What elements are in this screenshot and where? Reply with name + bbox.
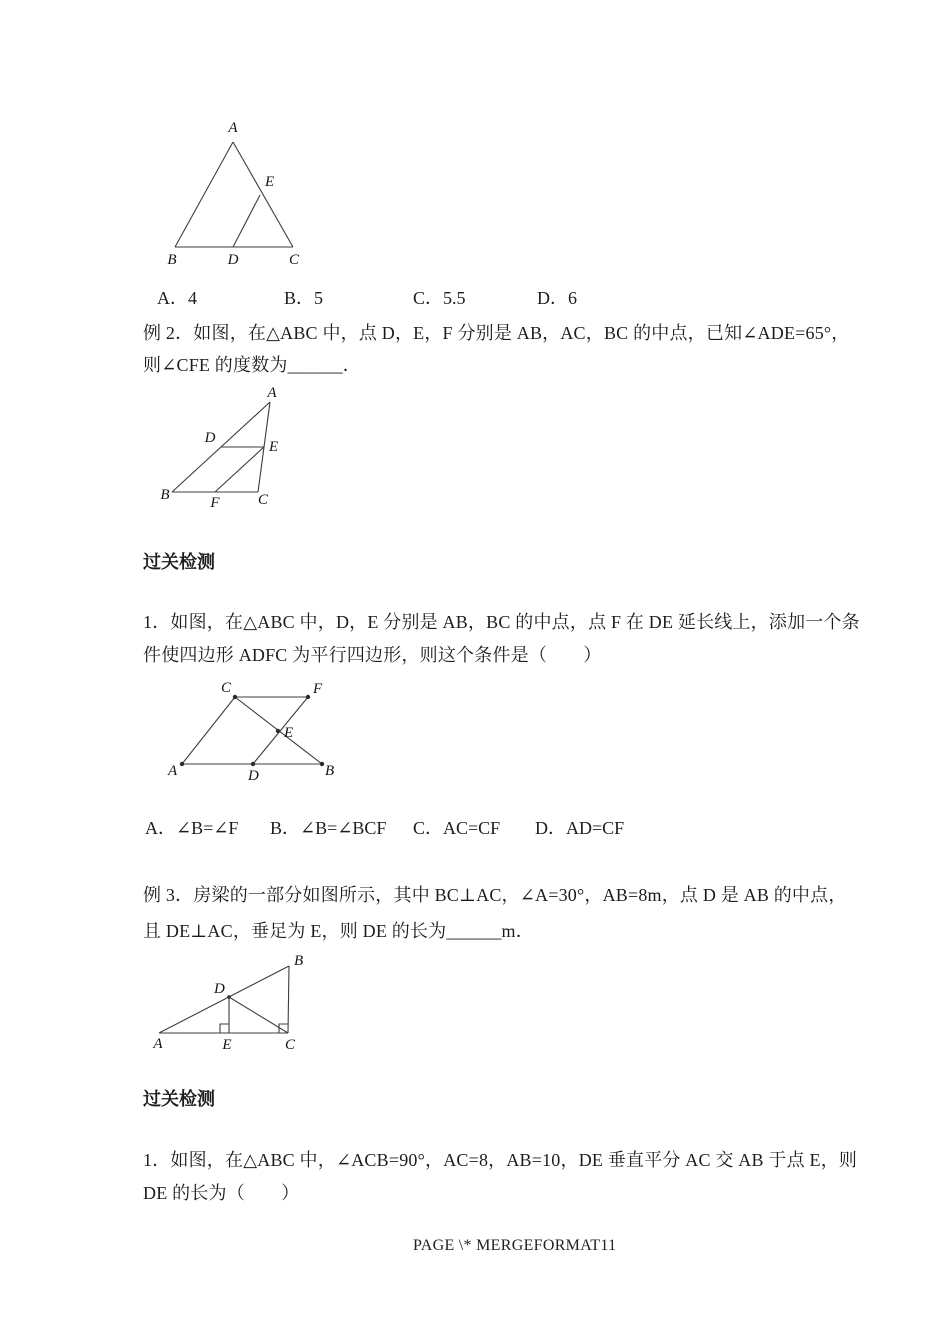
fig3-label-b: B <box>325 763 335 779</box>
option-b: B．∠B=∠BCF <box>270 818 387 838</box>
fig2-label-a: A <box>267 385 277 401</box>
fig4-label-c: C <box>284 1037 296 1053</box>
example2-line1: 例 2．如图，在△ABC 中，点 D，E，F 分别是 AB，AC，BC 的中点，已知∠ADE=65°， <box>143 323 850 343</box>
fig4-edges <box>159 966 289 1033</box>
figure-question1-parallelogram <box>165 678 345 790</box>
fig3-edges <box>182 697 322 764</box>
fig3-label-d: D <box>248 768 259 784</box>
option-d: D．AD=CF <box>535 818 625 838</box>
fig4-label-a: A <box>153 1036 163 1052</box>
options-row-question1 <box>0 814 950 838</box>
fig3-label-c: C <box>220 680 232 696</box>
figure-example3-roof-beam <box>148 953 313 1053</box>
section2-question-line1: 1．如图，在△ABC 中，∠ACB=90°，AC=8，AB=10，DE 垂直平分 AC 交 AB 于点 E，则 <box>143 1150 858 1170</box>
fig2-label-e: E <box>269 439 279 455</box>
fig3-label-a: A <box>168 763 178 779</box>
figure-example2-triangle <box>160 385 285 510</box>
fig2-label-d: D <box>204 430 216 446</box>
fig1-label-a: A <box>228 120 238 136</box>
section1-heading: 过关检测 <box>143 552 215 572</box>
fig4-point-d-dot <box>227 995 231 999</box>
options-row-example1 <box>0 284 950 308</box>
page-number-field: PAGE \* MERGEFORMAT11 <box>413 1237 617 1254</box>
option-c: C．5.5 <box>413 288 466 308</box>
figure-example2-option-triangle <box>155 110 315 275</box>
fig4-label-e: E <box>222 1037 232 1053</box>
fig1-edges <box>175 142 293 247</box>
fig3-label-f: F <box>313 681 323 697</box>
fig1-label-e: E <box>265 174 275 190</box>
section1-question-line1: 1．如图，在△ABC 中，D，E 分别是 AB，BC 的中点，点 F 在 DE 延长线上，添加一个条 <box>143 612 860 632</box>
example3-line2: 且 DE⊥AC，垂足为 E，则 DE 的长为______m． <box>143 921 534 941</box>
section2-question-line2: DE 的长为（ ） <box>143 1183 300 1203</box>
fig2-label-b: B <box>160 487 170 503</box>
fig4-label-d: D <box>214 981 225 997</box>
fig2-label-c: C <box>257 492 269 508</box>
option-b: B．5 <box>284 288 324 308</box>
section2-heading: 过关检测 <box>143 1089 215 1109</box>
fig1-label-d: D <box>227 252 239 268</box>
fig4-right-angle-marks <box>220 1024 288 1033</box>
fig1-label-c: C <box>288 252 300 268</box>
fig4-label-b: B <box>294 953 304 969</box>
example2-line2: 则∠CFE 的度数为______． <box>143 355 361 375</box>
option-a: A．4 <box>157 288 197 308</box>
option-a: A．∠B=∠F <box>145 818 239 838</box>
option-c: C．AC=CF <box>413 818 501 838</box>
option-d: D．6 <box>537 288 577 308</box>
fig3-label-e: E <box>284 725 294 741</box>
fig2-label-f: F <box>210 495 220 510</box>
section1-question-line2: 件使四边形 ADFC 为平行四边形，则这个条件是（ ） <box>143 645 602 665</box>
fig3-vertex-dots <box>180 695 324 766</box>
example3-line1: 例 3．房梁的一部分如图所示，其中 BC⊥AC，∠A=30°，AB=8m，点 D 是 AB 的中点， <box>143 885 847 905</box>
fig2-edges <box>172 402 270 492</box>
fig1-label-b: B <box>167 252 177 268</box>
